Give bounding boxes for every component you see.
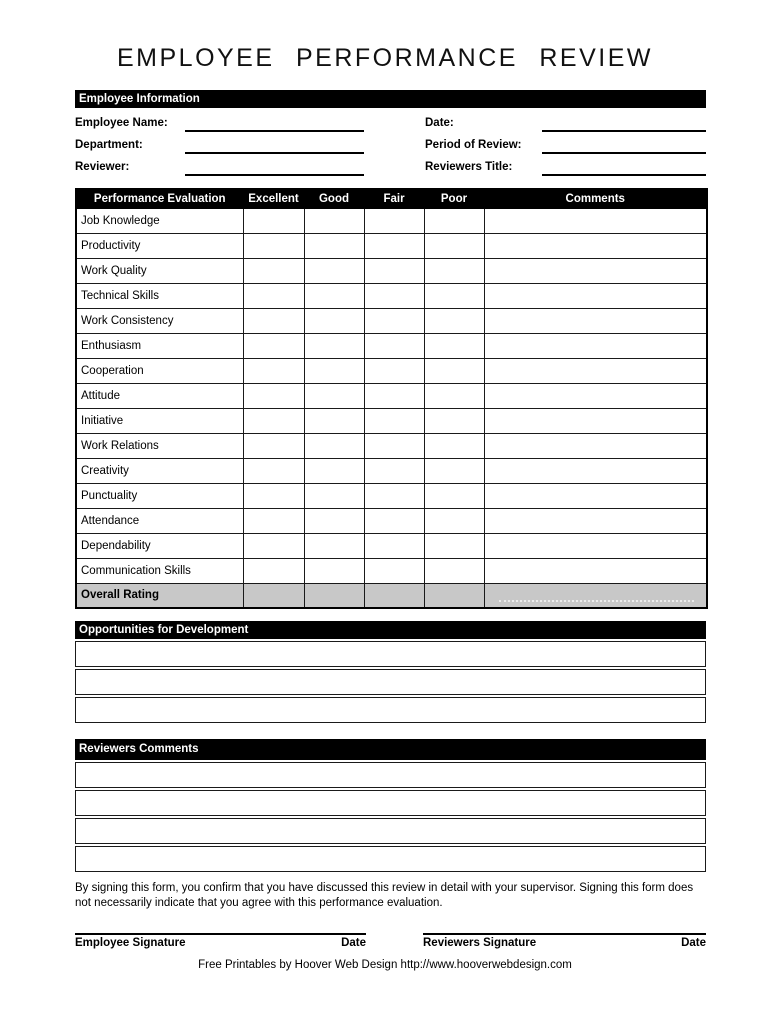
development-blank-row[interactable] [75, 697, 706, 723]
row-label: Dependability [76, 533, 243, 558]
rating-cell-fair[interactable] [364, 508, 424, 533]
rating-cell-excellent[interactable] [243, 358, 304, 383]
department-field[interactable] [185, 137, 364, 154]
date-field[interactable] [542, 115, 706, 132]
comments-cell[interactable] [484, 408, 707, 433]
row-label: Productivity [76, 233, 243, 258]
rating-cell-poor[interactable] [424, 308, 484, 333]
rating-cell-fair[interactable] [364, 233, 424, 258]
rating-cell-excellent[interactable] [243, 408, 304, 433]
col-header-comments: Comments [484, 189, 707, 208]
rating-cell-excellent[interactable] [243, 533, 304, 558]
row-label: Creativity [76, 458, 243, 483]
reviewers-comments-section [75, 739, 706, 872]
reviewers-title-label: Reviewers Title: [425, 161, 513, 173]
table-row [76, 358, 707, 383]
development-blank-row[interactable] [75, 669, 706, 695]
comments-cell[interactable] [484, 308, 707, 333]
rating-cell-poor[interactable] [424, 533, 484, 558]
rating-cell-good[interactable] [304, 358, 364, 383]
date-label: Date: [425, 117, 454, 129]
rating-cell-poor[interactable] [424, 258, 484, 283]
reviewer-signature-block[interactable] [423, 933, 706, 949]
rating-cell-poor[interactable] [424, 333, 484, 358]
row-label: Cooperation [76, 358, 243, 383]
table-row [76, 333, 707, 358]
row-label: Punctuality [76, 483, 243, 508]
reviewers-comments-header: Reviewers Comments [75, 739, 706, 760]
signature-section [75, 933, 706, 949]
row-label: Attitude [76, 383, 243, 408]
footer-credit: Free Printables by Hoover Web Design http://www.hooverwebdesign.com [198, 959, 572, 971]
rating-cell-excellent[interactable] [243, 558, 304, 583]
rating-cell-excellent[interactable] [243, 283, 304, 308]
rating-cell-poor[interactable] [424, 233, 484, 258]
comments-cell[interactable] [484, 558, 707, 583]
comments-cell[interactable] [484, 233, 707, 258]
rating-cell-poor[interactable] [424, 433, 484, 458]
dotted-leader [499, 588, 695, 602]
rating-cell-poor[interactable] [424, 458, 484, 483]
col-header-fair: Fair [364, 189, 424, 208]
comments-cell[interactable] [484, 383, 707, 408]
field-row [425, 154, 706, 176]
rating-cell-good[interactable] [304, 583, 364, 608]
rating-cell-fair[interactable] [364, 283, 424, 308]
rating-cell-good[interactable] [304, 333, 364, 358]
reviewers-title-field[interactable] [542, 159, 706, 176]
reviewers-comments-blank-row[interactable] [75, 846, 706, 872]
rating-cell-fair[interactable] [364, 383, 424, 408]
table-row [76, 383, 707, 408]
rating-cell-good[interactable] [304, 408, 364, 433]
row-label: Communication Skills [76, 558, 243, 583]
rating-cell-poor[interactable] [424, 283, 484, 308]
opportunities-for-development-section [75, 621, 706, 723]
reviewer-signature-date-label: Date [681, 937, 706, 949]
rating-cell-good[interactable] [304, 258, 364, 283]
rating-cell-excellent[interactable] [243, 233, 304, 258]
rating-cell-good[interactable] [304, 308, 364, 333]
overall-rating-row [76, 583, 707, 608]
comments-cell[interactable] [484, 458, 707, 483]
table-row [76, 483, 707, 508]
table-row [76, 533, 707, 558]
table-row [76, 458, 707, 483]
development-blank-row[interactable] [75, 641, 706, 667]
rating-cell-poor[interactable] [424, 383, 484, 408]
col-header-good: Good [304, 189, 364, 208]
row-label: Work Consistency [76, 308, 243, 333]
rating-cell-excellent[interactable] [243, 433, 304, 458]
page-title: EMPLOYEE PERFORMANCE REVIEW [116, 44, 654, 72]
employee-name-field[interactable] [185, 115, 364, 132]
rating-cell-fair[interactable] [364, 408, 424, 433]
table-row [76, 208, 707, 233]
comments-cell[interactable] [484, 333, 707, 358]
table-row [76, 283, 707, 308]
rating-cell-fair[interactable] [364, 358, 424, 383]
rating-cell-excellent[interactable] [243, 308, 304, 333]
table-row [76, 308, 707, 333]
col-header-performance-evaluation: Performance Evaluation [76, 189, 243, 208]
rating-cell-excellent[interactable] [243, 383, 304, 408]
row-label: Technical Skills [76, 283, 243, 308]
rating-cell-poor[interactable] [424, 483, 484, 508]
rating-cell-fair[interactable] [364, 208, 424, 233]
field-row [425, 132, 706, 154]
comments-cell[interactable] [484, 358, 707, 383]
rating-cell-fair[interactable] [364, 308, 424, 333]
rating-cell-good[interactable] [304, 508, 364, 533]
table-row [76, 558, 707, 583]
comments-cell[interactable] [484, 483, 707, 508]
rating-cell-fair[interactable] [364, 558, 424, 583]
rating-cell-good[interactable] [304, 283, 364, 308]
employee-signature-label: Employee Signature [75, 937, 186, 949]
rating-cell-fair[interactable] [364, 258, 424, 283]
reviewer-field[interactable] [185, 159, 364, 176]
rating-cell-good[interactable] [304, 383, 364, 408]
table-row [76, 433, 707, 458]
reviewers-comments-blank-row[interactable] [75, 818, 706, 844]
rating-cell-excellent[interactable] [243, 508, 304, 533]
field-row [425, 110, 706, 132]
reviewer-signature-label: Reviewers Signature [423, 937, 537, 949]
table-header-row [76, 189, 707, 208]
row-label: Enthusiasm [76, 333, 243, 358]
field-row [75, 154, 364, 176]
rating-cell-fair[interactable] [364, 533, 424, 558]
rating-cell-good[interactable] [304, 533, 364, 558]
comments-cell[interactable] [484, 283, 707, 308]
row-label: Work Quality [76, 258, 243, 283]
rating-cell-fair[interactable] [364, 333, 424, 358]
rating-cell-poor[interactable] [424, 408, 484, 433]
col-header-poor: Poor [424, 189, 484, 208]
comments-cell[interactable] [484, 533, 707, 558]
rating-cell-good[interactable] [304, 433, 364, 458]
rating-cell-poor[interactable] [424, 358, 484, 383]
rating-cell-excellent[interactable] [243, 458, 304, 483]
table-row [76, 258, 707, 283]
reviewers-comments-blank-row[interactable] [75, 790, 706, 816]
rating-cell-excellent[interactable] [243, 483, 304, 508]
rating-cell-poor[interactable] [424, 558, 484, 583]
opportunities-for-development-header: Opportunities for Development [75, 621, 706, 639]
rating-cell-poor[interactable] [424, 208, 484, 233]
rating-cell-good[interactable] [304, 458, 364, 483]
reviewer-label: Reviewer: [75, 161, 130, 173]
employee-name-label: Employee Name: [75, 117, 168, 129]
rating-cell-good[interactable] [304, 558, 364, 583]
table-row [76, 233, 707, 258]
row-label: Work Relations [76, 433, 243, 458]
table-row [76, 408, 707, 433]
comments-cell[interactable] [484, 433, 707, 458]
row-label: Initiative [76, 408, 243, 433]
department-label: Department: [75, 139, 143, 151]
rating-cell-fair[interactable] [364, 483, 424, 508]
comments-cell[interactable] [484, 583, 707, 608]
field-row [75, 132, 364, 154]
col-header-excellent: Excellent [243, 189, 304, 208]
row-label: Job Knowledge [76, 208, 243, 233]
comments-cell[interactable] [484, 208, 707, 233]
rating-cell-good[interactable] [304, 233, 364, 258]
rating-cell-good[interactable] [304, 208, 364, 233]
employee-information-fields [75, 110, 706, 176]
field-row [75, 110, 364, 132]
employee-signature-date-label: Date [341, 937, 366, 949]
overall-rating-label: Overall Rating [76, 583, 243, 608]
rating-cell-poor[interactable] [424, 508, 484, 533]
rating-cell-fair[interactable] [364, 433, 424, 458]
row-label: Attendance [76, 508, 243, 533]
reviewers-comments-blank-row[interactable] [75, 762, 706, 788]
period-of-review-label: Period of Review: [425, 139, 522, 151]
rating-cell-excellent[interactable] [243, 258, 304, 283]
employee-information-header: Employee Information [75, 90, 706, 108]
rating-cell-excellent[interactable] [243, 583, 304, 608]
rating-cell-good[interactable] [304, 483, 364, 508]
performance-evaluation-table [75, 188, 708, 609]
rating-cell-excellent[interactable] [243, 208, 304, 233]
comments-cell[interactable] [484, 508, 707, 533]
table-row [76, 508, 707, 533]
comments-cell[interactable] [484, 258, 707, 283]
period-of-review-field[interactable] [542, 137, 706, 154]
rating-cell-excellent[interactable] [243, 333, 304, 358]
rating-cell-fair[interactable] [364, 458, 424, 483]
rating-cell-poor[interactable] [424, 583, 484, 608]
employee-signature-block[interactable] [75, 933, 366, 949]
rating-cell-fair[interactable] [364, 583, 424, 608]
signing-disclaimer: By signing this form, you confirm that you have discussed this review in detail with your supervisor. Signing this form does not necessarily indicate that you agree with this performance evaluation. [75, 882, 694, 909]
